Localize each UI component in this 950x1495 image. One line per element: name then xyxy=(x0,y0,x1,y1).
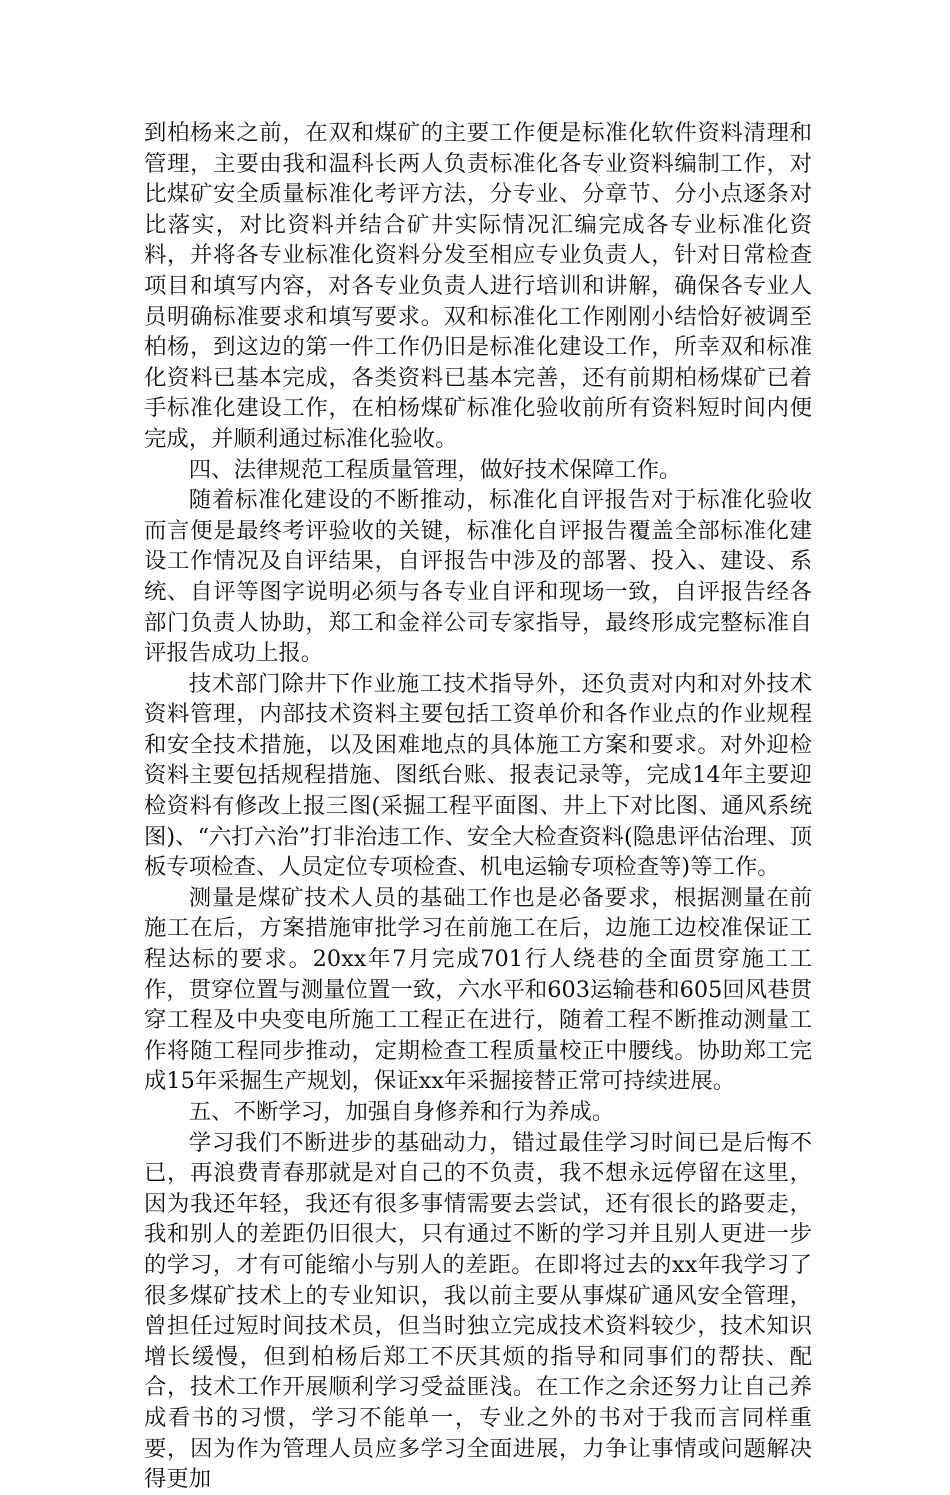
paragraph-learning: 学习我们不断进步的基础动力，错过最佳学习时间已是后悔不已，再浪费青春那就是对自己的不负责，我不想永远停留在这里，因为我还年轻，我还有很多事情需要去尝试，还有很长的路要走，我和别人的差距仍旧很大，只有通过不断的学习并且别人更进一步的学习，才有可能缩小与别人的差距。在即将过去的xx年我学习了很多煤矿技术上的专业知识，我以前主要从事煤矿通风安全管理，曾担任过短时间技术员，但当时独立完成技术资料较少，技术知识增长缓慢，但到柏杨后郑工不厌其烦的指导和同事们的帮扶、配合，技术工作开展顺利学习受益匪浅。在工作之余还努力让自己养成看书的习惯，学习不能单一，专业之外的书对于我而言同样重要，因为作为管理人员应多学习全面进展，力争让事情或问题解决得更加 xyxy=(144,1129,812,1493)
document-body xyxy=(144,118,812,1495)
section-heading-four: 四、法律规范工程质量管理，做好技术保障工作。 xyxy=(188,456,682,483)
paragraph-continuation: 到柏杨来之前，在双和煤矿的主要工作便是标准化软件资料清理和管理，主要由我和温科长两人负责标准化各专业资料编制工作，对比煤矿安全质量标准化考评方法，分专业、分章节、分小点逐条对比落实，对比资料并结合矿井实际情况汇编完成各专业标准化资料，并将各专业标准化资料分发至相应专业负责人，针对日常检查项目和填写内容，对各专业负责人进行培训和讲解，确保各专业人员明确标准要求和填写要求。双和标准化工作刚刚小结恰好被调至柏杨，到这边的第一件工作仍旧是标准化建设工作，所幸双和标准化资料已基本完成，各类资料已基本完善，还有前期柏杨煤矿已着手标准化建设工作，在柏杨煤矿标准化验收前所有资料短时间内便完成，并顺利通过标准化验收。 xyxy=(144,120,812,452)
paragraph-surveying: 测量是煤矿技术人员的基础工作也是必备要求，根据测量在前施工在后，方案措施审批学习在前施工在后，边施工边校准保证工程达标的要求。20xx年7月完成701行人绕巷的全面贯穿施工工作，贯穿位置与测量位置一致，六水平和603运输巷和605回风巷贯穿工程及中央变电所施工工程正在进行，随着工程不断推动测量工作将随工程同步推动，定期检查工程质量校正中腰线。协助郑工完成15年采掘生产规划，保证xx年采掘接替正常可持续进展。 xyxy=(144,884,812,1095)
section-heading-five: 五、不断学习，加强自身修养和行为养成。 xyxy=(188,1099,615,1125)
paragraph-self-evaluation: 随着标准化建设的不断推动，标准化自评报告对于标准化验收而言便是最终考评验收的关键，标准化自评报告覆盖全部标准化建设工作情况及自评结果，自评报告中涉及的部署、投入、建设、系统、自评等图字说明必须与各专业自评和现场一致，自评报告经各部门负责人协助，郑工和金祥公司专家指导，最终形成完整标准自评报告成功上报。 xyxy=(144,487,812,667)
paragraph-technical-materials: 技术部门除井下作业施工技术指导外，还负责对内和对外技术资料管理，内部技术资料主要包括工资单价和各作业点的作业规程和安全技术措施，以及困难地点的具体施工方案和要求。对外迎检资料主要包括规程措施、图纸台账、报表记录等，完成14年主要迎检资料有修改上报三图(采掘工程平面图、井上下对比图、通风系统图)、“六打六治”打非治违工作、安全大检查资料(隐患评估治理、顶板专项检查、人员定位专项检查、机电运输专项检查等)等工作。 xyxy=(144,670,812,881)
